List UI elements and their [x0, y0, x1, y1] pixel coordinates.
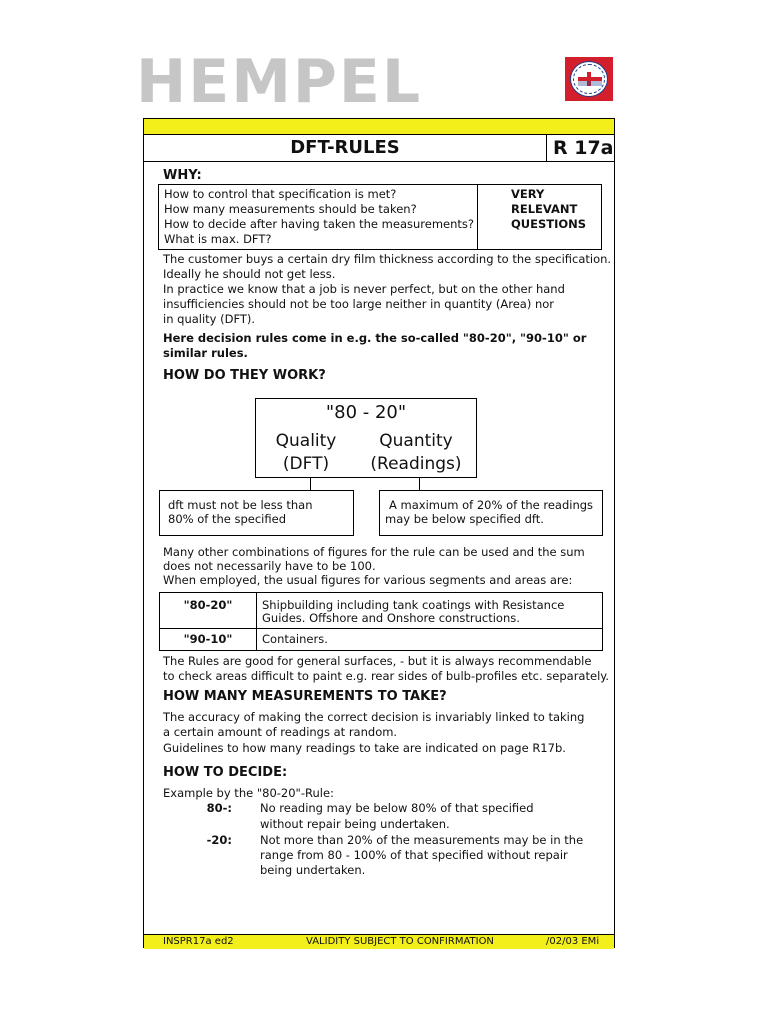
decide-20-line-3: being undertaken. — [260, 863, 366, 877]
question-3: How to decide after having taken the measurements? — [164, 217, 474, 231]
rules-note-2: to check areas difficult to paint e.g. rear sides of bulb-profiles etc. separately. — [163, 669, 610, 683]
segment-desc-80-20-2: Guides. Offshore and Onshore constructions. — [262, 611, 520, 625]
intro-line-1: The customer buys a certain dry film thickness according to the specification. — [163, 252, 612, 266]
quantity-explanation-2: may be below specified dft. — [385, 512, 544, 526]
document-frame — [143, 118, 615, 948]
footer-bar — [144, 934, 614, 949]
connector-left — [310, 477, 311, 491]
footer-date: /02/03 EMi — [546, 936, 600, 947]
note-line-1: VERY — [511, 187, 545, 201]
decide-example: Example by the "80-20"-Rule: — [163, 786, 334, 800]
dft-label: (DFT) — [282, 454, 330, 474]
quality-explanation-box — [159, 490, 354, 536]
decide-80-line-1: No reading may be below 80% of that specified — [260, 801, 534, 815]
brand-wordmark: HEMPEL — [136, 47, 423, 117]
measurements-line-3: Guidelines to how many readings to take are indicated on page R17b. — [163, 741, 566, 755]
decision-note-1: Here decision rules come in e.g. the so-called "80-20", "90-10" or — [163, 331, 587, 345]
decide-80-line-2: without repair being undertaken. — [260, 817, 450, 831]
decide-20-line-1: Not more than 20% of the measurements may be in the — [260, 833, 584, 847]
decide-heading: HOW TO DECIDE: — [163, 765, 288, 780]
quantity-label: Quantity — [379, 431, 453, 451]
decide-key-80: 80-: — [206, 801, 232, 815]
question-1: How to control that specification is met? — [164, 187, 397, 201]
why-questions-box — [158, 184, 602, 250]
decide-key-20: -20: — [206, 833, 232, 847]
page-title: DFT-RULES — [290, 137, 400, 158]
quantity-explanation-box — [379, 490, 603, 536]
segment-desc-80-20-1: Shipbuilding including tank coatings with Resistance — [262, 598, 565, 612]
readings-label: (Readings) — [370, 454, 462, 474]
combinations-line-1: Many other combinations of figures for the rule can be used and the sum — [163, 545, 585, 559]
rule-label: "80 - 20" — [325, 402, 407, 423]
rule-diagram-box — [255, 398, 477, 478]
segment-desc-90-10: Containers. — [262, 632, 328, 646]
page-code: R 17a — [546, 135, 614, 161]
segment-rule-80-20: "80-20" — [183, 598, 233, 612]
measurements-heading: HOW MANY MEASUREMENTS TO TAKE? — [163, 689, 447, 704]
rules-note-1: The Rules are good for general surfaces, - but it is always recommendable — [163, 654, 592, 668]
quality-label: Quality — [275, 431, 337, 451]
decide-20-line-2: range from 80 - 100% of that specified without repair — [260, 848, 568, 862]
question-4: What is max. DFT? — [164, 232, 272, 246]
footer-doc-id: INSPR17a ed2 — [163, 936, 234, 947]
note-line-2: RELEVANT — [511, 202, 578, 216]
decision-note-2: similar rules. — [163, 346, 248, 360]
hempel-logo-icon — [565, 57, 613, 101]
title-row — [144, 135, 614, 162]
measurements-line-1: The accuracy of making the correct decision is invariably linked to taking — [163, 710, 585, 724]
combinations-line-3: When employed, the usual figures for various segments and areas are: — [163, 573, 573, 587]
intro-line-2: Ideally he should not get less. — [163, 267, 336, 281]
how-work-heading: HOW DO THEY WORK? — [163, 368, 326, 383]
connector-right — [419, 477, 420, 491]
measurements-line-2: a certain amount of readings at random. — [163, 725, 398, 739]
top-accent-bar — [144, 119, 614, 135]
quantity-explanation-1: A maximum of 20% of the readings — [389, 498, 594, 512]
segment-rule-90-10: "90-10" — [183, 632, 233, 646]
note-line-3: QUESTIONS — [511, 217, 587, 231]
why-heading: WHY: — [163, 168, 202, 183]
intro-line-3: In practice we know that a job is never perfect, but on the other hand — [163, 282, 565, 296]
footer-validity: VALIDITY SUBJECT TO CONFIRMATION — [306, 936, 494, 947]
combinations-line-2: does not necessarily have to be 100. — [163, 559, 376, 573]
intro-line-4: insufficiencies should not be too large neither in quantity (Area) nor — [163, 297, 555, 311]
intro-line-5: in quality (DFT). — [163, 312, 256, 326]
quality-explanation-1: dft must not be less than — [168, 498, 313, 512]
segments-table — [159, 592, 603, 651]
quality-explanation-2: 80% of the specified — [168, 512, 286, 526]
question-2: How many measurements should be taken? — [164, 202, 417, 216]
